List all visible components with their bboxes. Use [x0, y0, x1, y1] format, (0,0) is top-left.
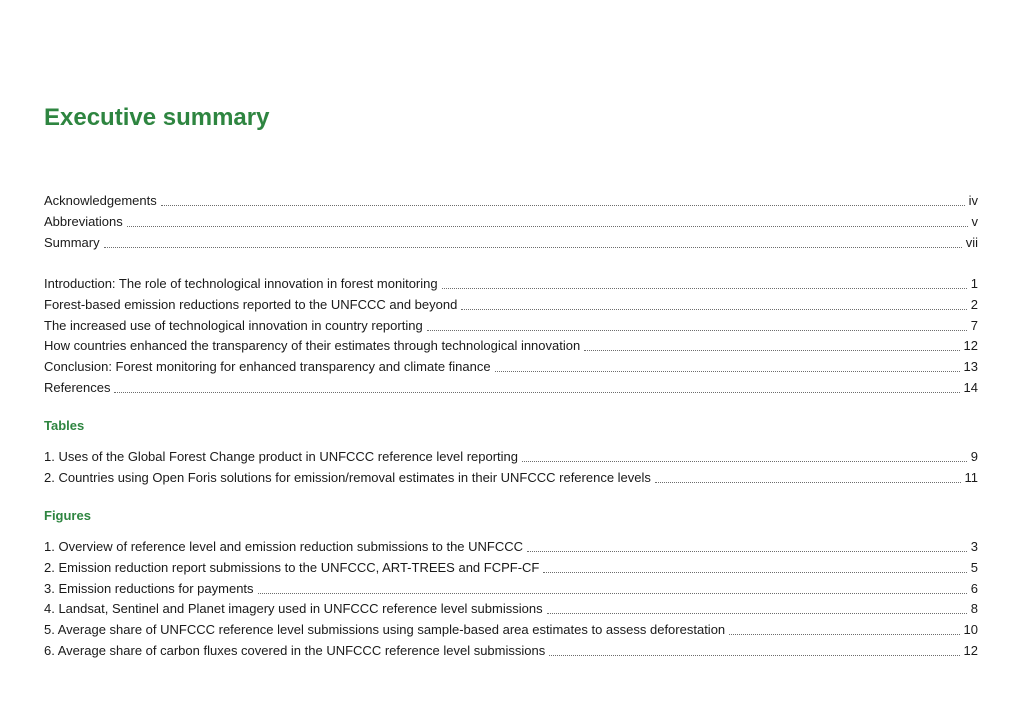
- toc-entry-page: 10: [963, 622, 978, 637]
- toc-entry-summary[interactable]: [44, 231, 978, 251]
- dot-leader: [495, 361, 960, 372]
- toc-entry-label: Summary: [44, 235, 100, 250]
- toc-entry-page: 14: [963, 380, 978, 395]
- toc-entry-acknowledgements[interactable]: [44, 189, 978, 209]
- dot-leader: [543, 562, 966, 573]
- toc-entry-increased-use[interactable]: [44, 314, 978, 334]
- toc-entry-label: 2. Countries using Open Foris solutions for emission/removal estimates in their UNFCCC reference levels: [44, 470, 651, 485]
- dot-leader: [547, 603, 967, 614]
- toc-entry-label: 5. Average share of UNFCCC reference level submissions using sample-based area estimates to assess deforestation: [44, 622, 726, 637]
- toc-entry-label: 1. Overview of reference level and emission reduction submissions to the UNFCCC: [44, 539, 524, 554]
- toc-entry-page: 12: [963, 338, 978, 353]
- toc-entry-page: 7: [970, 318, 978, 333]
- toc-entry-abbreviations[interactable]: [44, 210, 978, 230]
- dot-leader: [104, 237, 962, 248]
- toc-entry-label: Conclusion: Forest monitoring for enhanced transparency and climate finance: [44, 359, 491, 374]
- toc-entry-page: 1: [970, 276, 978, 291]
- toc-entry-label: The increased use of technological innovation in country reporting: [44, 318, 423, 333]
- toc-entry-page: 13: [963, 359, 978, 374]
- toc-entry-label: Abbreviations: [44, 214, 123, 229]
- dot-leader: [729, 624, 959, 635]
- toc-entry-label: References: [44, 380, 111, 395]
- toc-entry-figure-4[interactable]: [44, 597, 978, 617]
- dot-leader: [584, 340, 959, 351]
- dot-leader: [427, 320, 967, 331]
- toc-entry-figure-2[interactable]: [44, 556, 978, 576]
- toc-entry-page: 6: [970, 581, 978, 596]
- toc-entry-figure-3[interactable]: [44, 577, 978, 597]
- dot-leader: [114, 382, 959, 393]
- page-title: Executive summary: [44, 104, 270, 131]
- toc-entry-label: Acknowledgements: [44, 193, 157, 208]
- toc-entry-page: 3: [970, 539, 978, 554]
- toc-entry-label: Introduction: The role of technological innovation in forest monitoring: [44, 276, 438, 291]
- toc-entry-page: 8: [970, 601, 978, 616]
- toc-entry-page: iv: [968, 193, 978, 208]
- dot-leader: [655, 472, 961, 483]
- toc-entry-figure-1[interactable]: [44, 535, 978, 555]
- toc-entry-figure-6[interactable]: [44, 639, 978, 659]
- dot-leader: [127, 216, 968, 227]
- toc-entry-table-2[interactable]: [44, 466, 978, 486]
- toc-entry-label: 1. Uses of the Global Forest Change product in UNFCCC reference level reporting: [44, 449, 518, 464]
- toc-entry-transparency[interactable]: [44, 334, 978, 354]
- toc-entry-introduction[interactable]: [44, 272, 978, 292]
- tables-heading: Tables: [44, 418, 85, 433]
- toc-entry-label: 6. Average share of carbon fluxes covered in the UNFCCC reference level submissions: [44, 643, 546, 658]
- toc-entry-label: Forest-based emission reductions reported to the UNFCCC and beyond: [44, 297, 458, 312]
- toc-entry-conclusion[interactable]: [44, 355, 978, 375]
- toc-entry-page: 11: [964, 470, 978, 485]
- toc-entry-page: 12: [963, 643, 978, 658]
- toc-entry-references[interactable]: [44, 376, 978, 396]
- toc-entry-page: 9: [970, 449, 978, 464]
- figures-heading: Figures: [44, 508, 91, 523]
- toc-entry-page: 2: [970, 297, 978, 312]
- dot-leader: [527, 541, 967, 552]
- toc-entry-page: vii: [965, 235, 978, 250]
- dot-leader: [549, 645, 959, 656]
- dot-leader: [522, 451, 967, 462]
- toc-entry-label: How countries enhanced the transparency of their estimates through technological innovation: [44, 338, 581, 353]
- toc-entry-page: 5: [970, 560, 978, 575]
- dot-leader: [442, 278, 967, 289]
- dot-leader: [461, 299, 966, 310]
- toc-entry-figure-5[interactable]: [44, 618, 978, 638]
- toc-entry-table-1[interactable]: [44, 445, 978, 465]
- toc-entry-label: 3. Emission reductions for payments: [44, 581, 254, 596]
- toc-entry-label: 4. Landsat, Sentinel and Planet imagery used in UNFCCC reference level submissions: [44, 601, 543, 616]
- dot-leader: [258, 583, 967, 594]
- toc-entry-forest-based-emission-reductions[interactable]: [44, 293, 978, 313]
- toc-entry-page: v: [971, 214, 978, 229]
- dot-leader: [161, 195, 965, 206]
- toc-entry-label: 2. Emission reduction report submissions to the UNFCCC, ART-TREES and FCPF-CF: [44, 560, 540, 575]
